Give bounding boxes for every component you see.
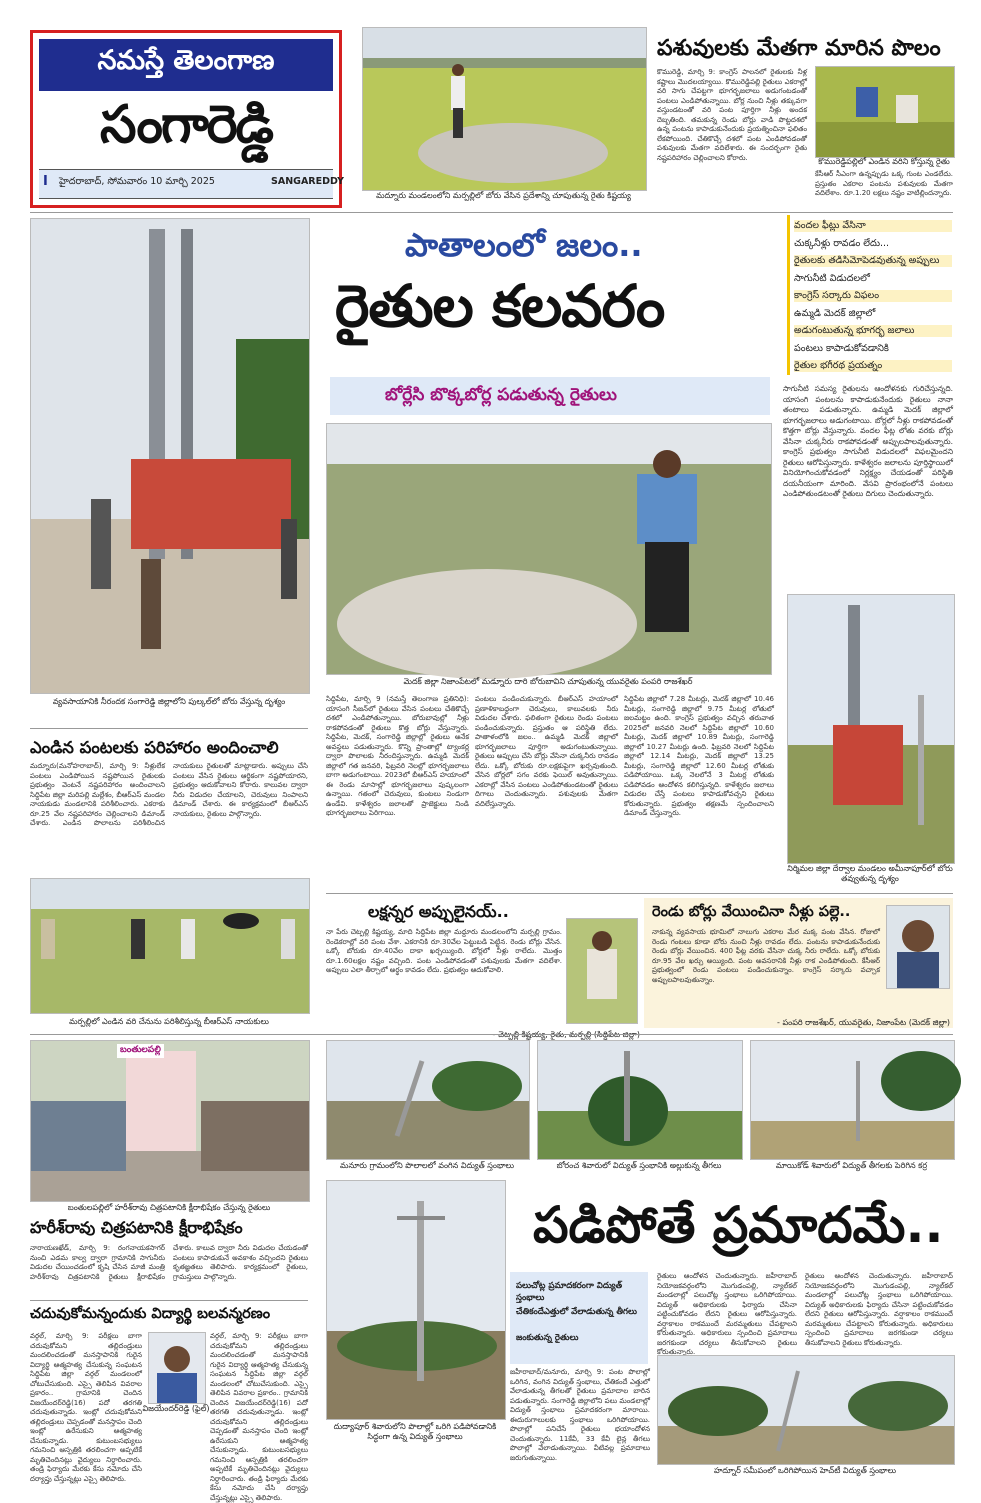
main-col3: సిద్దిపేట జిల్లాలో 7.28 మీటర్లు, మెదక్ జిల్లాలో 10.46 మీటర్లు, సంగారెడ్డి జిల్లాలో 9.75 మీటర్ల లోతులో జలమట్టం ఉంది. కాంగ్రెస్ ప్రభుత్వం వచ్చిన తరువాత 2025లో జనవరి నెలలో సిద్దిపేట జిల్లాలో 10.60 మీటర్లు, మెదక్ జిల్లాలో 10.89 మీటర్లు, సంగారెడ్డి జిల్లాలో 10.27 మీటర్లు ఉంది. ఫిబ్రవరి నెలలో సిద్దిపేట జిల్లాలో 12.14 మీటర్లు, మెదక్ జిల్లాలో 13.25 మీటర్లు, సంగారెడ్డి జిల్లాలో 12.60 మీటర్ల లోతుకు పడిపోయాయి. ఒక్క నెలలోనే 3 మీటర్ల లోతుకు పడిపోవడం ఆందోళన కలిగిస్తున్నది. కాళేశ్వరం జలాలు విడుదల చేస్తే పంటలు కాపాడుకోవచ్చని రైతులు కోరుతున్నారు. ప్రభుత్వం తక్షణమే స్పందించాలని డిమాండ్ చేస్తున్నారు.	[624, 695, 774, 817]
rig-amanapur-photo	[787, 594, 955, 864]
tilted-poles-photo	[326, 1180, 506, 1420]
masthead-district: సంగారెడ్డి	[99, 95, 273, 155]
highlight-item: కాంగ్రెస్ సర్కారు విఫలం	[794, 290, 952, 302]
top-story-side-text: కేసీఆర్ సీఎంగా ఉన్నప్పుడు ఒక్క గుంట ఎండలేదు. ప్రస్తుతం ఎకరాల పంటను పశువులకు మేతగా వదిలేశాం. రూ.1.20 లక్షలు నష్టం వాటిల్లిందన్నారు.	[815, 170, 953, 197]
divider	[30, 728, 308, 729]
student-body-right: వర్గల్, మార్చి 9: పరీక్షలు బాగా చదువుకోమని తల్లిదండ్రులు మందలించడంతో మనస్తాపానికి గురైన విద్యార్థి ఆత్మహత్య చేసుకున్న సంఘటన సిద్దిపేట జిల్లా వర్గల్ మండలంలో చోటుచేసుకుంది. ఎస్సై తెలిపిన వివరాల ప్రకారం.. గ్రామానికి చెందిన విజయేందర్‌రెడ్డి(16) పదో తరగతి చదువుతున్నాడు. ఇంట్లో చదువుకోమని తల్లిదండ్రులు చెప్పడంతో మనస్తాపం చెంది ఇంట్లో ఉరేసుకుని ఆత్మహత్య చేసుకున్నాడు. కుటుంబసభ్యులు గమనించి ఆస్పత్రికి తరలించగా అప్పటికే మృతిచెందినట్లు వైద్యులు నిర్ధారించారు. తండ్రి ఫిర్యాదు మేరకు కేసు నమోదు చేసి దర్యాప్తు చేస్తున్నట్లు ఎస్సై తెలిపారు.	[210, 1332, 308, 1502]
highlight-item: అడుగంటుతున్న భూగర్భ జలాలు	[794, 325, 952, 337]
farmer-rajashekar-photo	[326, 423, 772, 675]
tree-wire-photo	[750, 1040, 955, 1160]
divider	[30, 212, 953, 213]
student-body-left: వర్గల్, మార్చి 9: పరీక్షలు బాగా చదువుకోమని తల్లిదండ్రులు మందలించడంతో మనస్తాపానికి గురైన విద్యార్థి ఆత్మహత్య చేసుకున్న సంఘటన సిద్దిపేట జిల్లా వర్గల్ మండలంలో చోటుచేసుకుంది. ఎస్సై తెలిపిన వివరాల ప్రకారం.. గ్రామానికి చెందిన విజయేందర్‌రెడ్డి(16) పదో తరగతి చదువుతున్నాడు. ఇంట్లో చదువుకోమని తల్లిదండ్రులు చెప్పడంతో మనస్తాపం చెంది ఇంట్లో ఉరేసుకుని ఆత్మహత్య చేసుకున్నాడు. కుటుంబసభ్యులు గమనించి ఆస్పత్రికి తరలించగా అప్పటికే మృతిచెందినట్లు వైద్యులు నిర్ధారించారు. తండ్రి ఫిర్యాదు మేరకు కేసు నమోదు చేసి దర్యాప్తు చేస్తున్నట్లు ఎస్సై తెలిపారు.	[30, 1332, 142, 1483]
leaning-pole-photo	[326, 1040, 530, 1160]
highlight-item: రైతుల భగీరథ ప్రయత్నం	[794, 360, 952, 372]
masthead	[30, 30, 345, 208]
photo-caption: దుద్యాపూర్ శివారులోని పొలాల్లో ఒరిగి పడిపోవడానికి సిద్ధంగా ఉన్న విద్యుత్ స్తంభాలు	[333, 1422, 497, 1441]
borewell-rig-photo	[30, 218, 310, 694]
ht-poles-photo	[657, 1355, 955, 1465]
divider	[30, 1300, 308, 1301]
top-story-headline: పశువులకు మేతగా మారిన పొలం	[657, 36, 941, 61]
lakshmanna-attribution	[480, 1030, 640, 1040]
vine-pole-photo	[537, 1040, 743, 1160]
harish-body: నారాయణఖేడ్, మార్చి 9: రంగనాయకసాగర్ నుంచి ఎడమ కాల్వ ద్వారా గ్రామానికి సాగునీరు విడుదల చేయించడంలో కృషి చేసిన మాజీ మంత్రి హరీశ్‌రావు చిత్రపటానికి రైతులు క్షీరాభిషేకం చేశారు. కాలువ ద్వారా నీరు విడుదల చేయడంతో పంటలు కాపాడుకునే అవకాశం వచ్చిందని రైతులు కృతజ్ఞతలు తెలిపారు. కార్యక్రమంలో రైతులు, గ్రామస్తులు పాల్గొన్నారు.	[30, 1244, 308, 1281]
highlight-item: సాగునీటి విడుదలలో	[794, 272, 870, 284]
brs-leaders-field-photo	[30, 878, 310, 1014]
divider	[326, 893, 953, 894]
highlight-item: ఉమ్మడి మెదక్ జిల్లాలో	[794, 307, 876, 319]
two-bores-body: నాకున్న వ్యవసాయ భూమిలో నాలుగు ఎకరాల మేర మక్క పంట వేసిన. రోజులో రెండు గంటలు కూడా బోరు నుంచి నీళ్లు రావడం లేదు. పంటను కాపాడుకునేందుకు రెండు బోర్లు వేయించిన. 400 ఫీట్ల వరకు వేసినా చుక్క నీరు రాలేదు. ఒక్కో బోరుకు రూ.95 వేల ఖర్చు అయ్యింది. పంట అవసరానికి నీళ్లు రాక ఎండిపోతుంది. కేసీఆర్ ప్రభుత్వంలో రెండు పంటలు పండించుకున్నాం. కాంగ్రెస్ సర్కారు వచ్చాక అప్పులపాలవుతున్నాం.	[652, 928, 880, 984]
photo-caption: నిర్మిమల జిల్లా దేర్వాల మండలం అమీనాపూర్‌లో బోరు తవ్వుతున్న దృశ్యం	[787, 864, 953, 883]
lakshmanna-headline: లక్షన్నర అప్పులైనయ్..	[368, 902, 509, 921]
photo-caption: హద్నూర్ సమీపంలో ఒరిగిపోయిన హెచ్‌టీ విద్యుత్ స్తంభాలు	[713, 1466, 897, 1475]
poles-body2-left: రైతులు ఆందోళన చెందుతున్నారు. జహీరాబాద్ నియోజకవర్గంలోని మొగుడంపల్లి, న్యాల్‌కల్ మండలాల్లో పలుచోట్ల స్తంభాలు ఒరిగిపోయాయి. విద్యుత్ అధికారులకు ఫిర్యాదు చేసినా పట్టించుకోవడం లేదని రైతులు ఆరోపిస్తున్నారు. వర్షాకాలం రాకముందే మరమ్మతులు చేపట్టాలని కోరుతున్నారు. అధికారులు స్పందించి ప్రమాదాలు జరగకుండా చర్యలు తీసుకోవాలని రైతులు కోరుతున్నారు.	[657, 1272, 797, 1356]
milk-abhishekam-photo	[30, 1040, 310, 1202]
divider	[30, 1034, 953, 1035]
photo-caption: మర్పల్లిలో ఎండిన వరి చేనును పరిశీలిస్తున్న బీఆర్ఎస్ నాయకులు	[69, 1017, 269, 1026]
main-intro: సాగునీటి సమస్య రైతులను ఆందోళనకు గురిచేస్తున్నది. యాసంగి పంటలను కాపాడుకునేందుకు రైతులు నానా తంటాలు పడుతున్నారు. ఉమ్మడి మెదక్ జిల్లాలో భూగర్భజలాలు అడుగంటాయి. బోర్లలో నీళ్లు రాకపోవడంతో కొత్తగా బోర్లు వేస్తున్నారు. వందల ఫీట్ల లోతు వరకు బోర్లు వేసినా చుక్కనీరు రాకపోవడంతో అప్పులపాలవుతున్నారు. కాంగ్రెస్ ప్రభుత్వం సాగునీటి విడుదలలో విఫలమైందని రైతులు ఆరోపిస్తున్నారు. కాళేశ్వరం జలాలను పూర్తిస్థాయిలో వినియోగించుకోవడంలో నిర్లక్ష్యం చేయడంతో పరిస్థితి దయనీయంగా మారింది. వేసవి ప్రారంభంలోనే పంటలు ఎండిపోతుండటంతో రైతులు దిగులు చెందుతున్నారు.	[783, 384, 953, 498]
dried-story-headline: ఎండిన పంటలకు పరిహారం అందించాలి	[30, 738, 279, 757]
photo-caption: బోరంచ శివారులో విద్యుత్ స్తంభానికి అల్లుకున్న తీగలు	[556, 1161, 722, 1170]
masthead-edition: SANGAREDDY	[271, 176, 345, 187]
main-subhead: బోర్లేసి బొక్కబోర్ల పడుతున్న రైతులు	[385, 385, 617, 405]
main-headline: రైతుల కలవరం	[335, 272, 665, 340]
photo-caption: మాయికోడ్ శివారులో విద్యుత్ తీగలకు పెరిగిన కర్ర	[775, 1161, 928, 1170]
two-bores-headline: రెండు బోర్లు వేయించినా నీళ్లు పల్లె..	[652, 904, 851, 920]
photo-caption: విజయేందర్‌రెడ్డి (ఫైల్)	[142, 1404, 210, 1413]
highlight-item: పంటలు కాపాడుకోవడానికి	[794, 342, 889, 354]
photo-caption: బంతులపల్లిలో హరీశ్‌రావు చిత్రపటానికి క్షీరాభిషేకం చేస్తున్న రైతులు	[67, 1203, 271, 1212]
poles-body2-right: రైతులు ఆందోళన చెందుతున్నారు. జహీరాబాద్ నియోజకవర్గంలోని మొగుడంపల్లి, న్యాల్‌కల్ మండలాల్లో పలుచోట్ల స్తంభాలు ఒరిగిపోయాయి. విద్యుత్ అధికారులకు ఫిర్యాదు చేసినా పట్టించుకోవడం లేదని రైతులు ఆరోపిస్తున్నారు. వర్షాకాలం రాకముందే మరమ్మతులు చేపట్టాలని కోరుతున్నారు. అధికారులు స్పందించి ప్రమాదాలు జరగకుండా చర్యలు తీసుకోవాలని రైతులు కోరుతున్నారు.	[805, 1272, 953, 1347]
highlight-item: రైతులకు తడిసిమోపెడవుతున్న అప్పులు	[794, 255, 952, 267]
poles-bullet-item: జంకుతున్న రైతులు	[516, 1333, 579, 1343]
masthead-dateline: హైదరాబాద్, సోమవారం 10 మార్చి 2025	[59, 176, 215, 187]
top-story-body: కొమురెడ్డి, మార్చి 9: కాంగ్రెస్ పాలనలో రైతులకు నీళ్ల కష్టాలు మొదలయ్యాయి. కొమురెడ్డిపల్లి రైతులు ఎకరాల్లో వరి సాగు చేపట్టగా భూగర్భజలాలు అడుగంటడంతో పంటలు ఎండిపోతున్నాయి. బోర్ల నుంచి నీళ్లు తక్కువగా వస్తుండటంతో వరి పంట పూర్తిగా నీళ్లు అందక దెబ్బతింది. తమకున్న రెండు బోర్లు వాడి పొట్టదశలో ఉన్న పంటను కాపాడుకునేందుకు ప్రయత్నించినా ఫలితం లేకపోయింది. చేతికొచ్చే దశలో పంట ఎండిపోవడంతో పశువులకు మేతగా వదిలేశారు. ఈ సందర్భంగా రైతు నష్టపరిహారం చెల్లించాలని కోరారు.	[657, 68, 807, 162]
poles-bullet-item: పలుచోట్ల ప్రమాదకరంగా విద్యుత్ స్తంభాలు	[516, 1281, 623, 1303]
photo-caption: మద్నూరు మండలంలోని మర్పల్లిలో బోరు వేసిన ప్రదేశాన్ని చూపుతున్న రైతు కిష్టయ్య	[376, 191, 631, 200]
harvest-photo	[815, 66, 955, 158]
harish-headline: హరీశ్‌రావు చిత్రపటానికి క్షీరాభిషేకం	[30, 1218, 243, 1237]
main-col1: సిద్దిపేట, మార్చి 9 (నమస్తే తెలంగాణ ప్రతినిధి): యాసంగి సీజన్‌లో రైతులు వేసిన పంటలు చేతికొచ్చే దశలో ఎండిపోతున్నాయి. బోరుబావుల్లో నీళ్లు రాకపోవడంతో రైతులు కొత్త బోర్లు వేస్తున్నారు. సిద్దిపేట, మెదక్, సంగారెడ్డి జిల్లాల్లో రైతులు అనేక అవస్థలు పడుతున్నారు. కొన్ని ప్రాంతాల్లో ట్యాంకర్ల ద్వారా పొలాలకు నీరందిస్తున్నారు. ఉమ్మడి మెదక్ జిల్లాలో గత జనవరి, ఫిబ్రవరి నెలల్లో భూగర్భజలాలు బాగా అడుగంటాయి. 2023లో బీఆర్ఎస్ హయాంలో ఈ రెండు మాసాల్లో భూగర్భజలాలు పుష్కలంగా ఉన్నాయి. గతంలో చెరువులు, కుంటలు నిండుగా ఉండేవి. కాళేశ్వరం జలాలతో ప్రాజెక్టులు నిండి భూగర్భజలాలు పెరిగాయి.	[326, 695, 469, 817]
main-kicker: పాతాలంలో జలం..	[405, 226, 643, 264]
farmer-rajashekar-portrait	[886, 905, 950, 989]
two-bores-attribution: - పంపరి రాజశేఖర్, యువరైతు, నిజాంపేట (మెదక్ జిల్లా)	[777, 1018, 950, 1027]
lakshmanna-body: నా పేరు చెట్పల్లి కిష్టయ్య, మాది సిద్దిపేట జిల్లా మద్దూరు మండలంలోని మర్పల్లి గ్రామం. రెండెకరాల్లో వరి పంట వేశా. ఎకరానికి రూ.30వేల పెట్టుబడి పెట్టిన. రెండు బోర్లు వేసిన. ఒక్కో బోరుకు రూ.40వేల దాకా ఖర్చయ్యింది. బోర్లలో నీళ్లు రాలేదు. మొత్తం రూ.1.60లక్షల నష్టం వచ్చింది. పంట ఎండిపోవడంతో పశువులకు మేతగా వదిలేశా. అప్పులు ఎలా తీర్చాలో అర్థం కావడం లేదు. ప్రభుత్వం ఆదుకోవాలి.	[326, 928, 562, 974]
page-number: I	[43, 174, 48, 189]
poles-body1: జహీరాబాద్/మనూరు, మార్చి 9: పంట పొలాల్లో ఒరిగిన, వంగిన విద్యుత్ స్తంభాలు, చేతికందే ఎత్తులో వేలాడుతున్న తీగలతో రైతులు ప్రమాదాల బారిన పడుతున్నారు. సంగారెడ్డి జిల్లాలోని పలు మండలాల్లో విద్యుత్ స్తంభాలు ప్రమాదకరంగా మారాయి. ఈదురుగాలులకు స్తంభాలు ఒరిగిపోయాయి. పొలాల్లో పనిచేసే రైతులు భయాందోళన చెందుతున్నారు. 11కేవీ, 33 కేవీ లైన్ల తీగలు పొలాల్లో వేలాడుతున్నాయి. వీటివల్ల ప్రమాదాలు జరుగుతున్నాయి.	[510, 1368, 650, 1462]
harish-badge: బంతులపల్లి	[117, 1044, 164, 1058]
dried-story-body: మద్నూరు(మనోహరాబాద్), మార్చి 9: నీళ్లులేక పంటలు ఎండిపోయిన నష్టపోయిన రైతులకు ప్రభుత్వం వెంటనే నష్టపరిహారం అందించాలని సిద్దిపేట జిల్లా మరిపల్లి మల్లేశం, బీఆర్ఎస్ మండల నాయకుడు మండలానికి పరిశీలించారు. ఎకరాకు రూ.25 వేల నష్టపరిహారం చెల్లించాలని డిమాండ్ చేశారు. ఎండిన పొలాలను పరిశీలించిన నాయకులు రైతులతో మాట్లాడారు. అప్పులు చేసి పంటలు వేసిన రైతులు ఆర్థికంగా నష్టపోయారని, ప్రభుత్వం ఆదుకోవాలని కోరారు. కాలువల ద్వారా నీరు విడుదల చేయాలని, చెరువులు నింపాలని డిమాండ్ చేశారు. ఈ కార్యక్రమంలో బీఆర్ఎస్ నాయకులు, రైతులు పాల్గొన్నారు.	[30, 762, 308, 827]
photo-caption: కొమురెడ్డిపల్లిలో ఎండిన వరిని కోస్తున్న రైతు	[818, 157, 950, 166]
student-photo	[148, 1332, 206, 1404]
photo-caption: మనూరు గ్రామంలోని పొలాలలో వంగిన విద్యుత్ స్తంభాలు	[340, 1161, 514, 1170]
farmer-kishtaiah-portrait	[566, 918, 638, 1024]
field-photo-kishtaiah	[362, 27, 647, 191]
main-col2: పంటలు పండించుకున్నారు. బీఆర్ఎస్ హయాంలో ప్రణాళికాబద్ధంగా చెరువులు, కాలువలకు నీరు విడుదల చేశారు. ఫలితంగా రైతులు రెండు పంటలు పండించుకున్నారు. ప్రస్తుతం ఆ పరిస్థితి లేదు. పాతాళంలోకి జలం.. ఉమ్మడి మెదక్ జిల్లాలో భూగర్భజలాలు పూర్తిగా అడుగంటుతున్నాయి. రైతులు అప్పులు చేసి బోర్లు వేసినా చుక్కనీరు రావడం లేదు. ఒక్కో బోరుకు రూ.లక్షకుపైగా ఖర్చవుతుంది. వేసిన బోర్లలో సగం వరకు ఫెయిల్ అవుతున్నాయి. ఎకరాల్లో వేసిన పంటలు ఎండిపోతుండటంతో రైతులు దిగాలు చెందుతున్నారు. పశువులకు మేతగా వదిలేస్తున్నారు.	[475, 695, 618, 808]
poles-bullet-item: చేతికందేఎత్తులో వేలాడుతున్న తీగలు	[516, 1307, 637, 1317]
photo-caption: వ్యవసాయానికి నీరందక సంగారెడ్డి జిల్లాలోని పుల్కల్‌లో బోరు వేస్తున్న దృశ్యం	[52, 697, 286, 706]
student-headline: చదువుకోమన్నందుకు విద్యార్థి బలవన్మరణం	[30, 1306, 271, 1322]
masthead-brand: నమస్తే తెలంగాణ	[97, 45, 275, 76]
poles-headline: పడిపోతే ప్రమాదమే..	[533, 1196, 944, 1254]
highlight-item: చుక్కనీళ్లు రావడం లేదు...	[794, 237, 890, 249]
photo-caption: మెదక్ జిల్లా నిజాంపేటలో మడ్నూరు దారి బోరుబావిని చూపుతున్న యువరైతు పంపరి రాజశేఖర్	[403, 677, 693, 686]
highlight-item: వందల ఫీట్లు వేసినా	[794, 220, 952, 232]
